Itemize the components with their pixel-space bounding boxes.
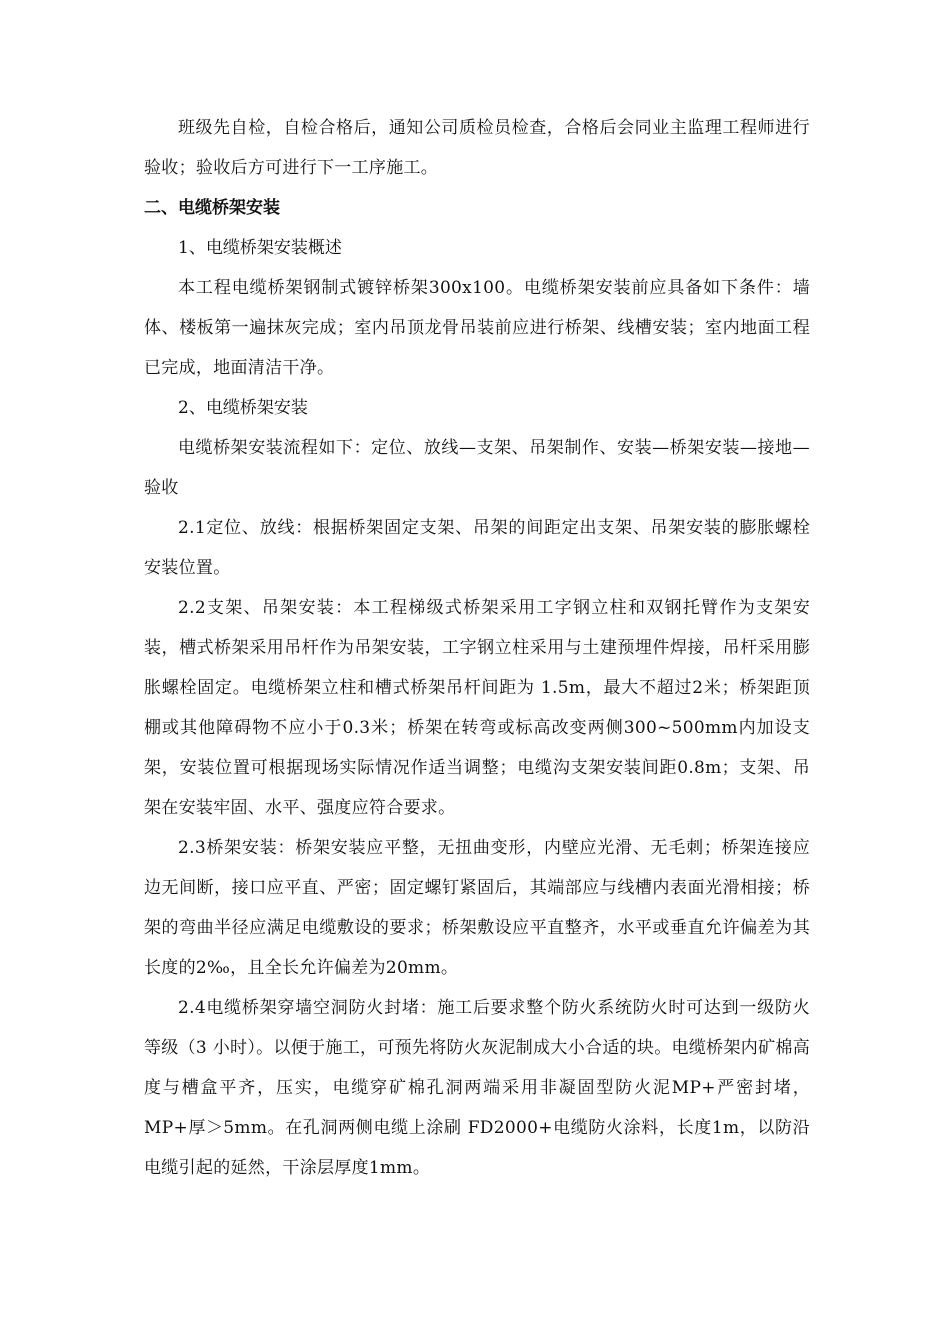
paragraph-2-2: 2.2支架、吊架安装：本工程梯级式桥架采用工字钢立柱和双钢托臂作为支架安装，槽式桥架采用吊杆作为吊架安装，工字钢立柱采用与土建预埋件焊接，吊杆采用膨胀螺栓固定。电缆桥架立柱和槽式桥架吊杆间距为 1.5m，最大不超过2米；桥架距顶棚或其他障碍物不应小于0.3米；桥架在转弯或标高改变两侧300~500mm内加设支架，安装位置可根据现场实际情况作适当调整；电缆沟支架安装间距0.8m；支架、吊架在安装牢固、水平、强度应符合要求。 [144, 598, 810, 818]
paragraph-2-1: 2.1定位、放线：根据桥架固定支架、吊架的间距定出支架、吊架安装的膨胀螺栓安装位置。 [144, 518, 810, 578]
paragraph-overview: 本工程电缆桥架钢制式镀锌桥架300x100。电缆桥架安装前应具备如下条件：墙体、楼板第一遍抹灰完成；室内吊顶龙骨吊装前应进行桥架、线槽安装；室内地面工程已完成，地面清洁干净。 [144, 278, 810, 378]
paragraph-2-3: 2.3桥架安装：桥架安装应平整，无扭曲变形，内壁应光滑、无毛刺；桥架连接应边无间断，接口应平直、严密；固定螺钉紧固后，其端部应与线槽内表面光滑相接；桥架的弯曲半径应满足电缆敷设的要求；桥架敷设应平直整齐，水平或垂直允许偏差为其长度的2‰，且全长允许偏差为20mm。 [144, 838, 810, 978]
paragraph-inspection: 班级先自检，自检合格后，通知公司质检员检查，合格后会同业主监理工程师进行验收；验收后方可进行下一工序施工。 [144, 118, 810, 178]
section-heading-cable-tray: 二、电缆桥架安装 [144, 198, 280, 218]
paragraph-2-4: 2.4电缆桥架穿墙空洞防火封堵：施工后要求整个防火系统防火时可达到一级防火等级（3 小时）。以便于施工，可预先将防火灰泥制成大小合适的块。电缆桥架内矿棉高度与槽盒平齐，压实，电缆穿矿棉孔洞两端采用非凝固型防火泥MP+严密封堵，MP+厚＞5mm。在孔洞两侧电缆上涂刷 FD2000+电缆防火涂料，长度1m，以防沿电缆引起的延然，干涂层厚度1mm。 [144, 998, 810, 1178]
subheading-overview: 1、电缆桥架安装概述 [178, 238, 342, 258]
paragraph-process: 电缆桥架安装流程如下：定位、放线—支架、吊架制作、安装—桥架安装—接地—验收 [144, 438, 810, 498]
subheading-installation: 2、电缆桥架安装 [178, 398, 308, 418]
document-body [144, 108, 810, 1188]
